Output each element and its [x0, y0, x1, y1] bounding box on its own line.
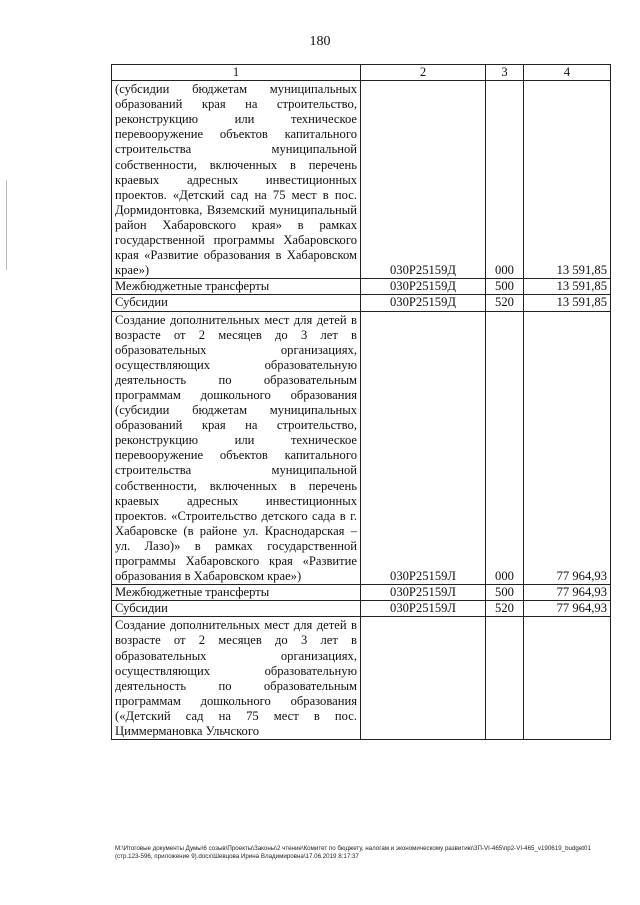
row-name: Межбюджетные трансферты [112, 279, 361, 295]
row-expense-type [486, 617, 524, 740]
row-name: Создание дополнительных мест для детей в возрасте от 2 месяцев до 3 лет в образовательных организациях, осуществляющих образовательную деятельность по образовательным программам дошкольного образования («Детский сад на 75 мест в пос. Циммермановка Ульчского [112, 617, 361, 740]
row-name: Создание дополнительных мест для детей в возрасте от 2 месяцев до 3 лет в образовательных организациях, осуществляющих образовательную деятельность по образовательным программам дошкольного образования (субсидии бюджетам муниципальных образований края на строительство, реконструкцию или техническое перевооружение объектов капитального строительства муниципальной собственности, включенных в перечень краевых адресных инвестиционных проектов. «Строительство детского сада в г. Хабаровске (в районе ул. Краснодарская – ул. Лазо)» в рамках государственной программы Хабаровского края «Развитие образования в Хабаровском крае») [112, 311, 361, 585]
row-amount: 77 964,93 [524, 601, 611, 617]
scan-margin-mark [6, 180, 7, 270]
table-row [112, 617, 611, 740]
table-row [112, 295, 611, 311]
row-amount: 77 964,93 [524, 311, 611, 585]
table-row [112, 81, 611, 279]
row-amount [524, 617, 611, 740]
row-expense-type: 500 [486, 585, 524, 601]
row-expense-type: 520 [486, 295, 524, 311]
row-expense-type: 000 [486, 81, 524, 279]
row-target-code: 030Р25159Д [361, 81, 486, 279]
row-name: Субсидии [112, 601, 361, 617]
row-name: Межбюджетные трансферты [112, 585, 361, 601]
row-name: (субсидии бюджетам муниципальных образований края на строительство, реконструкцию или техническое перевооружение объектов капитального строительства муниципальной собственности, включенных в перечень краевых адресных инвестиционных проектов. «Детский сад на 75 мест в пос. Дормидонтовка, Вяземский муниципальный район Хабаровского края» в рамках государственной программы Хабаровского края «Развитие образования в Хабаровском крае») [112, 81, 361, 279]
budget-table [111, 64, 611, 740]
row-target-code: 030Р25159Д [361, 279, 486, 295]
row-target-code: 030Р25159Л [361, 585, 486, 601]
table-row [112, 601, 611, 617]
table-row [112, 279, 611, 295]
row-amount: 13 591,85 [524, 279, 611, 295]
row-amount: 77 964,93 [524, 585, 611, 601]
row-target-code: 030Р25159Л [361, 311, 486, 585]
row-expense-type: 520 [486, 601, 524, 617]
header-col-1: 1 [112, 65, 361, 81]
row-amount: 13 591,85 [524, 81, 611, 279]
row-amount: 13 591,85 [524, 295, 611, 311]
table-row [112, 585, 611, 601]
table-row [112, 311, 611, 585]
header-row [112, 65, 611, 81]
row-expense-type: 000 [486, 311, 524, 585]
row-target-code [361, 617, 486, 740]
row-target-code: 030Р25159Л [361, 601, 486, 617]
header-col-2: 2 [361, 65, 486, 81]
header-col-4: 4 [524, 65, 611, 81]
row-target-code: 030Р25159Д [361, 295, 486, 311]
document-path-footer: М:\Итоговые документы Думы\6 созыв\Проекты\Законы\2 чтение\Комитет по бюджету, налогам и экономическому развитию\3П-VI-465\пр2-VI-465_v190619_budget01 (стр.123-596, приложение 9).docx\Шевцова Ирина Владимировна\17.06.2019 8:17:37 [115, 845, 591, 860]
page-number: 180 [309, 34, 331, 49]
header-col-3: 3 [486, 65, 524, 81]
row-expense-type: 500 [486, 279, 524, 295]
row-name: Субсидии [112, 295, 361, 311]
